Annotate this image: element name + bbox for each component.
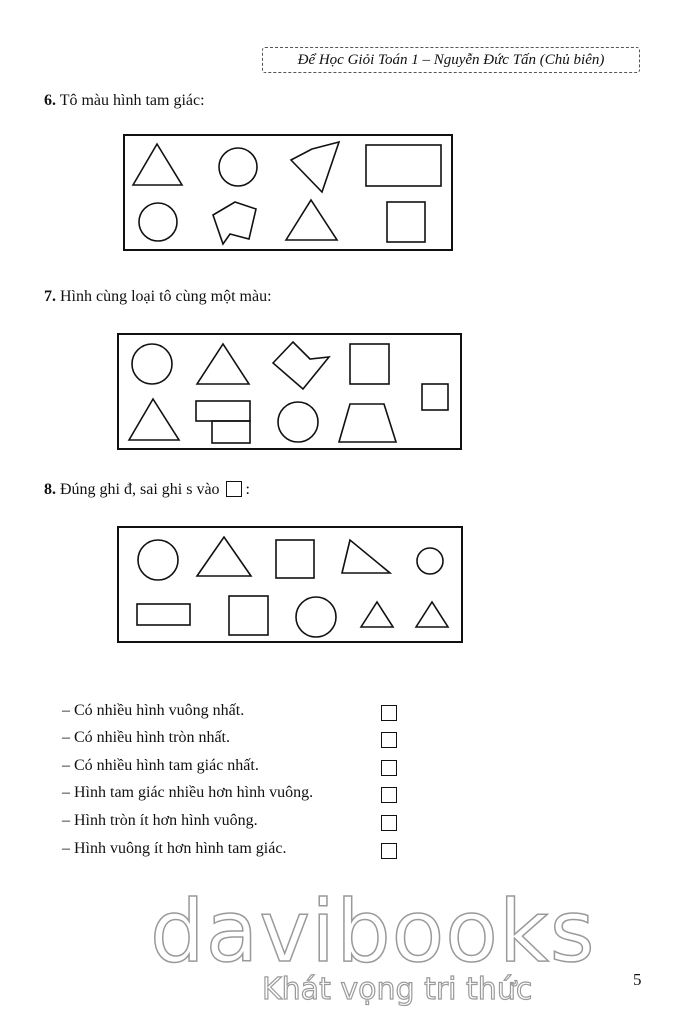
square-shape xyxy=(276,540,314,578)
answer-checkbox[interactable] xyxy=(381,760,397,776)
statement-text: – Hình vuông ít hơn hình tam giác. xyxy=(62,840,287,857)
square-shape xyxy=(422,384,448,410)
answer-checkbox[interactable] xyxy=(381,705,397,721)
question-8-text: Đúng ghi đ, sai ghi s vào xyxy=(56,481,220,498)
circle-shape xyxy=(138,540,178,580)
question-6 xyxy=(44,92,205,110)
page-number: 5 xyxy=(633,970,642,989)
question-8 xyxy=(44,481,250,499)
statement-text: – Có nhiều hình tam giác nhất. xyxy=(62,757,259,774)
triangle-shape xyxy=(129,399,179,440)
triangle-shape xyxy=(133,144,182,185)
statement-text: – Có nhiều hình vuông nhất. xyxy=(62,702,245,719)
triangle-shape xyxy=(197,344,249,384)
answer-checkbox[interactable] xyxy=(381,815,397,831)
statement-text: – Có nhiều hình tròn nhất. xyxy=(62,729,230,746)
circle-shape xyxy=(132,344,172,384)
quadrilateral-shape xyxy=(291,142,339,192)
book-header: Để Học Giỏi Toán 1 – Nguyễn Đức Tấn (Chủ biên) xyxy=(262,47,640,73)
answer-checkbox[interactable] xyxy=(381,732,397,748)
trapezoid-shape xyxy=(339,404,396,442)
question-6-text: Tô màu hình tam giác: xyxy=(56,92,205,109)
pentagon-shape xyxy=(273,342,329,389)
davibooks-watermark: davibooks xyxy=(150,882,596,982)
pentagon-shape xyxy=(213,202,256,244)
question-8-number: 8. xyxy=(44,481,56,498)
square-shape xyxy=(350,344,389,384)
statement-text: – Hình tam giác nhiều hơn hình vuông. xyxy=(62,784,314,801)
square-shape xyxy=(387,202,425,242)
circle-shape xyxy=(139,203,177,241)
question-6-number: 6. xyxy=(44,92,56,109)
question-7-text: Hình cùng loại tô cùng một màu: xyxy=(56,288,272,305)
statement-text: – Hình tròn ít hơn hình vuông. xyxy=(62,812,258,829)
triangle-shape xyxy=(361,602,393,627)
triangle-shape xyxy=(416,602,448,627)
slogan-watermark: Khát vọng tri thức xyxy=(262,972,533,1007)
answer-box-example xyxy=(226,481,242,497)
question-8-suffix: : xyxy=(241,481,250,498)
rectangle-shape xyxy=(196,401,250,421)
rectangle-shape xyxy=(366,145,441,186)
circle-shape xyxy=(296,597,336,637)
circle-shape xyxy=(417,548,443,574)
answer-checkbox[interactable] xyxy=(381,843,397,859)
triangle-shape xyxy=(286,200,337,240)
square-shape xyxy=(229,596,268,635)
question-7-number: 7. xyxy=(44,288,56,305)
shapes-box-7 xyxy=(117,333,462,450)
circle-shape xyxy=(219,148,257,186)
question-7 xyxy=(44,288,272,306)
right-triangle-shape xyxy=(342,540,390,573)
triangle-shape xyxy=(197,537,251,576)
answer-checkbox[interactable] xyxy=(381,787,397,803)
rectangle-shape xyxy=(137,604,190,625)
shapes-box-6 xyxy=(123,134,453,251)
rectangle-shape xyxy=(212,421,250,443)
shapes-box-8 xyxy=(117,526,463,643)
circle-shape xyxy=(278,402,318,442)
